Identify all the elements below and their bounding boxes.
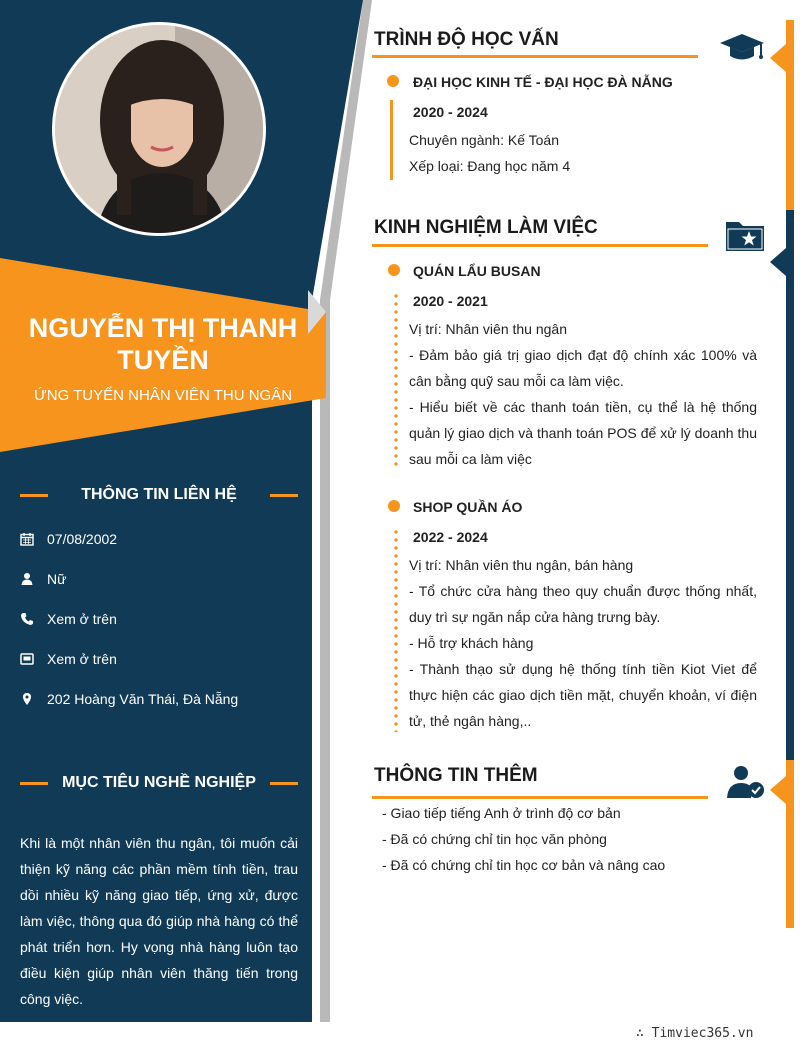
candidate-name: NGUYỄN THỊ THANH TUYỀN [28,313,298,375]
contact-phone [20,611,117,627]
job-2-duty: - Tổ chức cửa hàng theo quy chuẩn được thống nhất, duy trì sự ngăn nắp cửa hàng trưng bày. [409,583,757,625]
job-2-duty: - Thành thạo sử dụng hệ thống tính tiền Kiot Viet để thực hiện các giao dịch tiền mặt, chuyển khoản, ví điện tử, thẻ ngân hàng,.. [409,661,757,729]
job-2-duty: - Hỗ trợ khách hàng [409,635,534,651]
phone-icon [20,612,34,626]
timeline-dot [388,264,400,276]
address-value: 202 Hoàng Văn Thái, Đà Nẵng [47,691,239,707]
school-name: ĐẠI HỌC KINH TẾ - ĐẠI HỌC ĐÀ NẴNG [413,74,673,90]
experience-underline [372,244,708,247]
timeline-line [390,100,393,180]
job-1-duty: - Đảm bảo giá trị giao dịch đạt độ chính xác 100% và cân bằng quỹ sau mỗi ca làm việc. [409,347,757,389]
footer-brand: ∴ Timviec365.vn [636,1026,754,1041]
job-1-position: Vị trí: Nhân viên thu ngân [409,321,567,337]
profile-photo [52,22,266,236]
contact-birthday [20,531,117,547]
contact-heading: THÔNG TIN LIÊN HỆ [81,486,237,503]
email-icon [20,652,34,666]
user-check-icon [726,764,766,805]
location-icon [20,692,34,706]
timeline-dotted-line [394,528,398,732]
extra-underline [372,796,708,799]
contact-heading-row [20,486,298,504]
objective-text: Khi là một nhân viên thu ngân, tôi muốn cải thiện kỹ năng các phần mềm tính tiền, trau dồi nhiều kỹ năng giao tiếp, ứng xử, được làm việc, thông qua đó giúp nhà hàng có thể phát triển hơn. Hy vọng nhà hàng luôn tạo điều kiện giúp nhân viên thăng tiến trong công việc. [20,835,298,1007]
job-1-details [409,316,757,472]
objective-heading-row [20,774,298,792]
heading-dash [270,782,298,785]
heading-dash [20,494,48,497]
job-2-details [409,552,757,734]
timeline-dotted-line [394,292,398,470]
objective-heading: MỤC TIÊU NGHỀ NGHIỆP [62,774,256,791]
timeline-dot [387,75,399,87]
graduation-cap-icon [719,32,765,69]
calendar-icon [20,532,34,546]
gender-value: Nữ [47,571,67,587]
brand-name: Timviec365.vn [651,1026,754,1041]
email-value: Xem ở trên [47,651,117,667]
contact-address [20,691,238,707]
contact-gender [20,571,66,587]
heading-dash [270,494,298,497]
job-2-years: 2022 - 2024 [413,529,488,545]
education-rank: Xếp loại: Đang học năm 4 [409,158,571,174]
job-2-company: SHOP QUẦN ÁO [413,499,523,515]
phone-value: Xem ở trên [47,611,117,627]
education-years: 2020 - 2024 [413,104,488,120]
birthday-value: 07/08/2002 [47,531,118,547]
extra-list [382,800,665,878]
experience-heading: KINH NGHIỆM LÀM VIỆC [374,217,598,238]
extra-heading: THÔNG TIN THÊM [374,765,538,786]
target-position: ỨNG TUYỂN NHÂN VIÊN THU NGÂN [33,387,293,404]
user-icon [20,572,34,586]
timeline-dot [388,500,400,512]
job-1-duty: - Hiểu biết về các thanh toán tiền, cụ thể là hệ thống quản lý giao dịch và thanh toán POS để xử lý doanh thu sau mỗi ca làm việc [409,399,757,467]
contact-email [20,651,117,667]
extra-item: - Đã có chứng chỉ tin học cơ bản và nâng cao [382,857,666,873]
job-2-position: Vị trí: Nhân viên thu ngân, bán hàng [409,557,634,573]
job-1-company: QUÁN LẨU BUSAN [413,263,541,279]
extra-item: - Giao tiếp tiếng Anh ở trình độ cơ bản [382,805,621,821]
extra-item: - Đã có chứng chỉ tin học văn phòng [382,831,607,847]
education-major: Chuyên ngành: Kế Toán [409,132,559,148]
education-heading: TRÌNH ĐỘ HỌC VẤN [374,29,559,50]
folder-star-icon [725,218,765,257]
job-1-years: 2020 - 2021 [413,293,488,309]
education-underline [372,55,698,58]
heading-dash [20,782,48,785]
